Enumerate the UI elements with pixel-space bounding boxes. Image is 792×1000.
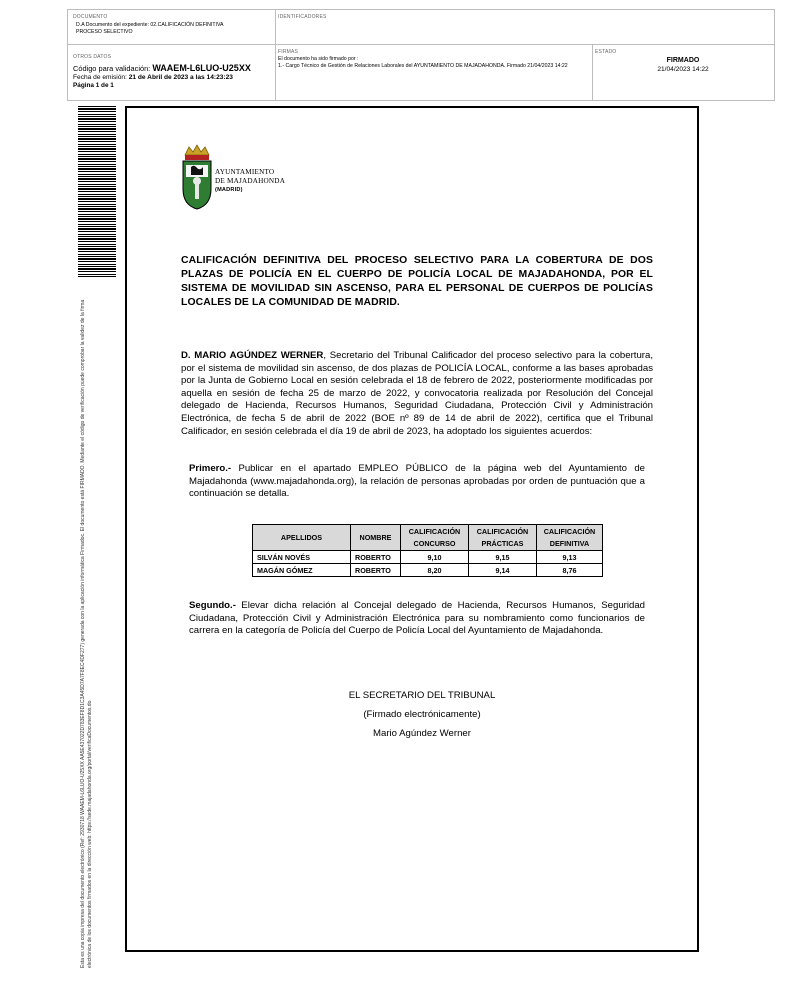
identificadores-label: IDENTIFICADORES [278,14,327,20]
column-header: CALIFICACIÓN DEFINITIVA [537,525,603,551]
table-cell: ROBERTO [351,551,401,564]
estado-date: 21/04/2023 14:22 [657,66,709,73]
table-cell: ROBERTO [351,564,401,577]
firmas-line1: El documento ha sido firmado por : [278,56,359,62]
otros-datos-label: OTROS DATOS [73,54,112,60]
signature-metadata-box [67,9,775,101]
table-row [253,551,603,564]
signature-note: (Firmado electrónicamente) [363,709,481,720]
documento-label: DOCUMENTO [73,14,108,20]
table-cell: MAGÁN GÓMEZ [253,564,351,577]
divider [68,44,774,45]
institution-seal-text: AYUNTAMIENTO DE MAJADAHONDA (MADRID) [215,168,286,193]
validation-code-value: WAAEM-L6LUO-U25XX [152,63,251,73]
primero-paragraph: Primero.- Publicar en el apartado EMPLEO PÚBLICO de la página web del Ayuntamiento de Majadahonda (www.majadahonda.org), la relación de personas aprobadas por orden de puntuación que a continuación se detalla. [189,463,645,500]
column-header: NOMBRE [351,525,401,551]
table-cell: 9,15 [469,551,537,564]
document-title: CALIFICACIÓN DEFINITIVA DEL PROCESO SELECTIVO PARA LA COBERTURA DE DOS PLAZAS DE POLICÍA EN EL CUERPO DE POLICÍA LOCAL DE MAJADAHONDA, POR EL SISTEMA DE MOVILIDAD SIN ASCENSO, PARA EL PERSONAL DE CUERPOS DE POLICÍAS LOCALES DE LA COMUNIDAD DE MADRID. [181,255,653,308]
document-page [125,106,699,952]
divider [275,10,276,100]
results-table [252,524,603,577]
firmas-label: FIRMAS [278,49,299,55]
signature-name: Mario Agúndez Werner [373,728,471,739]
table-cell: 8,76 [537,564,603,577]
coat-of-arms-icon [181,143,213,211]
table-row [253,564,603,577]
barcode [78,106,116,278]
column-header: APELLIDOS [253,525,351,551]
table-cell: 9,13 [537,551,603,564]
signature-role: EL SECRETARIO DEL TRIBUNAL [348,690,496,701]
table-cell: 9,14 [469,564,537,577]
verification-side-text: Esta es una copia impresa del documento electrónico (Ref: 2930718 WAAEM-L6LUO-U25XX AA5E437022D783EF8D1C3A45D7A7F8EC4DF277) generada con la aplicación informática Firmadoc. El documento está FIRMADO. Mediante el código de verificación puede comprobar la validez de la firma electrónica de los documentos firmados en la dirección web: https://sede.majadahonda.org/portal/verificaDocumentos.do [80,299,93,968]
intro-paragraph: D. MARIO AGÚNDEZ WERNER, Secretario del Tribunal Calificador del proceso selectivo para la cobertura, por el sistema de movilidad sin ascenso, de dos plazas de POLICÍA LOCAL, conforme a las bases aprobadas por la Junta de Gobierno Local en sesión celebrada el 18 de febrero de 2022, posteriormente modificadas por aquella en sesión de fecha 25 de marzo de 2022, y convocatoria realizada por Resolución del Concejal delegado de Hacienda, Recursos Humanos, Seguridad Ciudadana, Protección Civil y Administración Electrónica, de fecha 5 de abril de 2022 (BOE nº 89 de 14 de abril de 2022), certifica que el Tribunal Calificador, en sesión celebrada el día 19 de abril de 2023, ha adoptado los siguientes acuerdos: [181,350,653,437]
validation-code: Código para validación: WAAEM-L6LUO-U25XX [73,63,251,73]
firmas-line2: 1.- Cargo Técnico de Gestión de Relaciones Laborales del AYUNTAMIENTO DE MAJADAHONDA. Firmado 21/04/2023 14:22 [278,63,568,69]
table-cell: 8,20 [401,564,469,577]
divider [592,44,593,100]
signatory-name: D. MARIO AGÚNDEZ WERNER [181,350,324,361]
documento-value: D.A Documento del expediente: 02.CALIFICACIÓN DEFINITIVA PROCESO SELECTIVO [76,22,224,35]
estado-value: FIRMADO [666,57,700,64]
table-cell: 9,10 [401,551,469,564]
column-header: CALIFICACIÓN PRÁCTICAS [469,525,537,551]
column-header: CALIFICACIÓN CONCURSO [401,525,469,551]
table-header-row [253,525,603,551]
emission-date: Fecha de emisión: 21 de Abril de 2023 a las 14:23:23 [73,74,233,81]
segundo-paragraph: Segundo.- Elevar dicha relación al Concejal delegado de Hacienda, Recursos Humanos, Seguridad Ciudadana, Protección Civil y Administración Electrónica para su nombramiento como funcionarios de carrera en la categoría de Policía del Cuerpo de Policía Local del Ayuntamiento de Majadahonda. [189,600,645,637]
page-count: Página 1 de 1 [73,82,114,89]
table-cell: SILVÁN NOVÉS [253,551,351,564]
estado-label: ESTADO [595,49,617,55]
